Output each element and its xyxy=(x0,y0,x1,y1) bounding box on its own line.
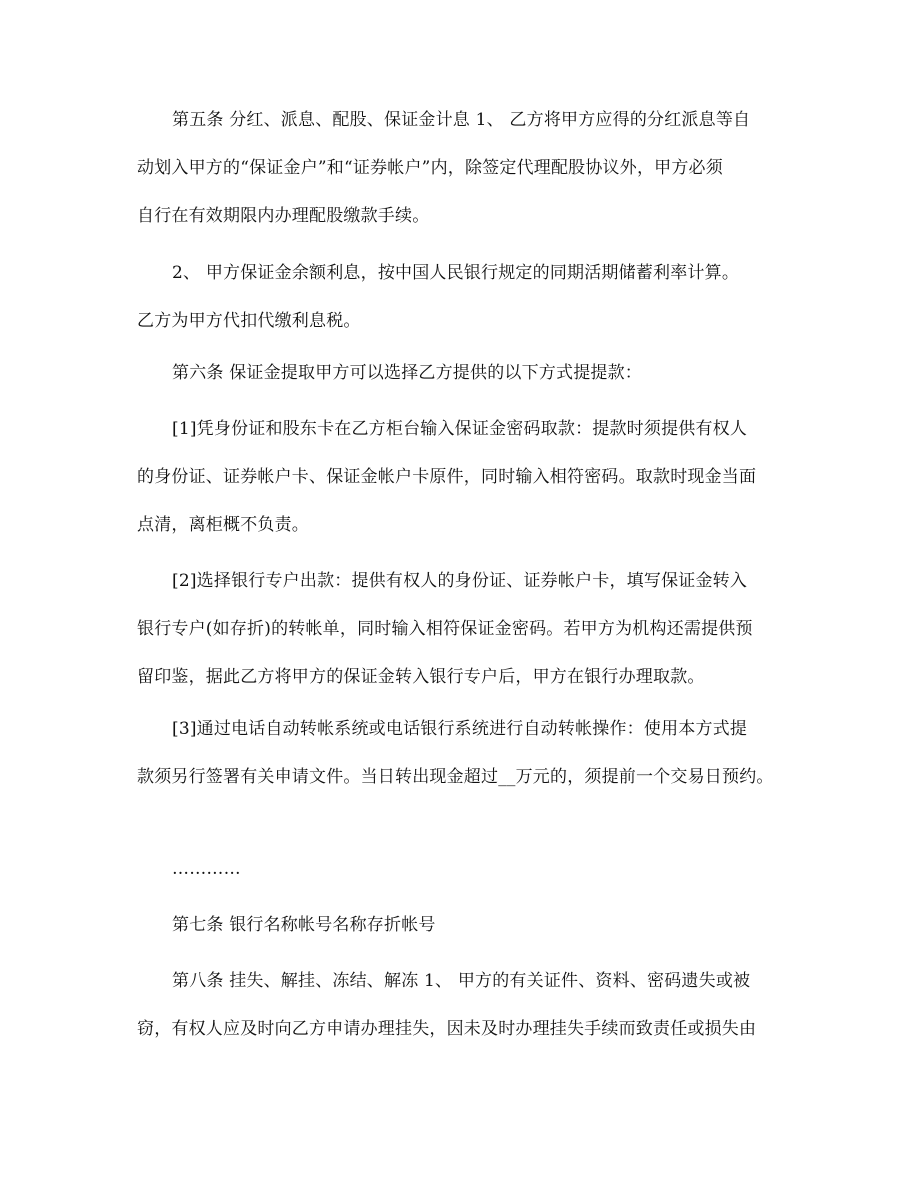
article-5-line-3: 自行在有效期限内办理配股缴款手续。 xyxy=(137,206,430,226)
method-1-line-3: 点清，离柜概不负责。 xyxy=(137,515,309,535)
article-8-line-1: 第八条 挂失、解挂、冻结、解冻 1、 甲方的有关证件、资料、密码遗失或被 xyxy=(172,971,751,991)
method-2-line-1: [2]选择银行专户出款：提供有权人的身份证、证券帐户卡，填写保证金转入 xyxy=(172,571,748,591)
method-1-line-2: 的身份证、证券帐户卡、保证金帐户卡原件，同时输入相符密码。取款时现金当面 xyxy=(137,467,757,487)
method-3-line-2: 款须另行签署有关申请文件。当日转出现金超过__万元的，须提前一个交易日预约。 xyxy=(137,767,774,787)
ellipsis: ………… xyxy=(172,859,241,879)
article-7-line: 第七条 银行名称帐号名称存折帐号 xyxy=(172,915,436,935)
article-5-line-1: 第五条 分红、派息、配股、保证金计息 1、 乙方将甲方应得的分红派息等自 xyxy=(172,110,751,130)
article-8-line-2: 窃，有权人应及时向乙方申请办理挂失，因未及时办理挂失手续而致责任或损失由 xyxy=(137,1019,757,1039)
article-6-heading: 第六条 保证金提取甲方可以选择乙方提供的以下方式提提款： xyxy=(172,363,643,383)
method-2-line-3: 留印鉴，据此乙方将甲方的保证金转入银行专户后，甲方在银行办理取款。 xyxy=(137,667,705,687)
method-3-line-1: [3]通过电话自动转帐系统或电话银行系统进行自动转帐操作：使用本方式提 xyxy=(172,719,748,739)
method-1-line-1: [1]凭身份证和股东卡在乙方柜台输入保证金密码取款：提款时须提供有权人 xyxy=(172,419,748,439)
interest-line-1: 2、 甲方保证金余额利息，按中国人民银行规定的同期活期储蓄利率计算。 xyxy=(172,263,740,283)
method-2-line-2: 银行专户(如存折)的转帐单，同时输入相符保证金密码。若甲方为机构还需提供预 xyxy=(137,619,753,639)
article-5-line-2: 动划入甲方的“保证金户”和“证券帐户”内，除签定代理配股协议外，甲方必须 xyxy=(137,158,723,178)
interest-line-2: 乙方为甲方代扣代缴利息税。 xyxy=(137,311,361,331)
